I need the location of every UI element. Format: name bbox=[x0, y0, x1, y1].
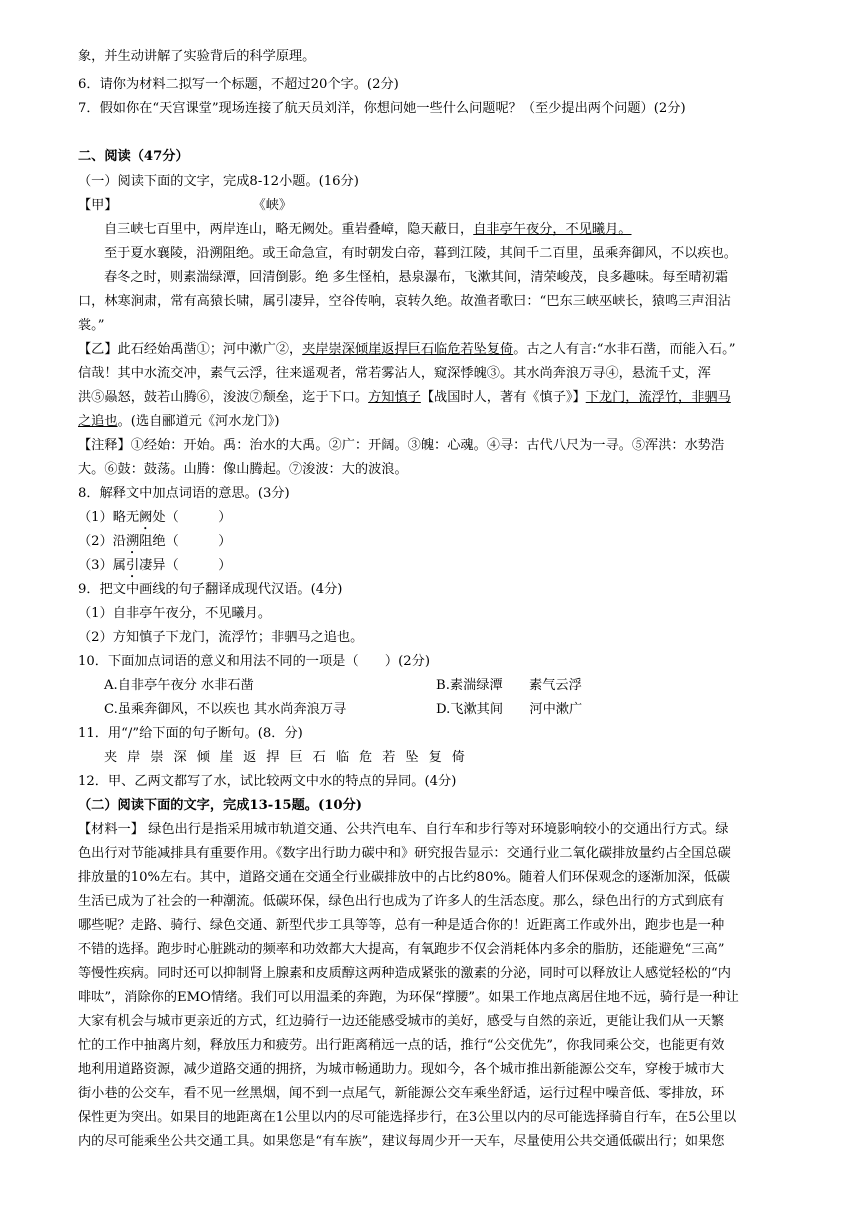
question-6: 6．请你为材料二拟写一个标题，不超过20个字。(2分) bbox=[78, 77, 399, 92]
question-8-item bbox=[78, 506, 838, 533]
underlined-sentence: 自非亭午夜分，不见曦月。 bbox=[473, 222, 632, 237]
question-10: 10．下面加点词语的意义和用法不同的一项是（ ）(2分) bbox=[78, 654, 430, 669]
jia-label: 【甲】 bbox=[78, 198, 118, 213]
part-1-instruction: （一）阅读下面的文字，完成8-12小题。(16分) bbox=[78, 174, 359, 189]
underlined-sentence: 下龙门，流浮竹，非驷马 bbox=[585, 390, 731, 405]
question-11-sentence: 夹岸崇深倾崖返捍巨石临危若坠复倚 bbox=[104, 750, 475, 765]
item-text: 阻绝（ ） bbox=[139, 534, 232, 549]
option-d: D.飞漱其间 河中漱广 bbox=[436, 702, 583, 717]
material-line: 色出行对节能减排具有重要作用。《数字出行助力碳中和》研究报告显示：交通行业二氧化碳排放量约占全国总碳 bbox=[78, 846, 731, 861]
material-line: 啡呔”，消除你的EMO情绪。我们可以用温柔的奔跑，为环保“撑腰”。如果工作地点离居住地不远，骑行是一种让 bbox=[78, 990, 739, 1005]
item-text: 处（ ） bbox=[152, 510, 232, 525]
underlined-sentence: 方知慎子 bbox=[368, 390, 421, 405]
yi-line bbox=[78, 386, 838, 410]
yi-text: 。古之人有言:“水非石凿，而能入石。” bbox=[513, 342, 736, 357]
passage-line: 裳。” bbox=[78, 318, 105, 333]
passage-line: 口，林寒涧肃，常有高猿长啸，属引凄异，空谷传响，哀转久绝。故渔者歌曰：“巴东三峡巫峡长，猿鸣三声泪沾 bbox=[78, 294, 731, 309]
underlined-sentence: 之追也 bbox=[78, 414, 118, 429]
dotted-word: 引 bbox=[125, 558, 140, 573]
yi-line bbox=[78, 338, 838, 362]
material-line: 等慢性疾病。同时还可以抑制肾上腺素和皮质醇这两种造成紧张的激素的分泌，同时可以释放让人感觉轻松的“内 bbox=[78, 966, 731, 981]
annotation-line: 大。⑥鼓：鼓荡。山腾：像山腾起。⑦浚波：大的波浪。 bbox=[78, 462, 408, 477]
material-line: 【材料一】 绿色出行是指采用城市轨道交通、公共汽电车、自行车和步行等对环境影响较小的交通出行方式。绿 bbox=[78, 822, 729, 837]
option-b: B.素湍绿潭 素气云浮 bbox=[436, 678, 582, 693]
option-a: A.自非亭午夜分 水非石凿 bbox=[104, 678, 254, 693]
section-heading: 二、阅读（47分） bbox=[78, 149, 189, 164]
yi-text: 【乙】此石经始禹凿①；河中漱广②， bbox=[78, 342, 303, 357]
question-8-item bbox=[78, 530, 838, 557]
passage-line: 至于夏水襄陵，沿溯阻绝。或王命急宣，有时朝发白帝，暮到江陵，其间千二百里，虽乘奔御风，不以疾也。 bbox=[104, 246, 737, 261]
option-c: C.虽乘奔御风，不以疾也 其水尚奔浪万寻 bbox=[104, 702, 347, 717]
material-line: 街小巷的公交车，看不见一丝黑烟，闻不到一点尾气，新能源公交车乘坐舒适，运行过程中噪音低、零排放，环 bbox=[78, 1086, 725, 1101]
question-8-item bbox=[78, 554, 838, 581]
passage-text: 自三峡七百里中，两岸连山，略无阙处。重岩叠嶂，隐天蔽日， bbox=[104, 222, 474, 237]
question-8: 8．解释文中加点词语的意思。(3分) bbox=[78, 486, 290, 501]
question-9-item: （2）方知慎子下龙门，流浮竹；非驷马之追也。 bbox=[78, 630, 364, 645]
jia-title: 《峡》 bbox=[252, 198, 293, 213]
material-line: 排放量的10%左右。其中，道路交通在交通全行业碳排放中的占比约80%。随着人们环保观念的逐渐加深，低碳 bbox=[78, 870, 731, 885]
yi-annotation: 【战国时人，著有《慎子》】 bbox=[420, 390, 586, 405]
source-citation: 。(选自郦道元《河水龙门》) bbox=[117, 414, 280, 429]
question-7: 7．假如你在“天宫课堂”现场连接了航天员刘洋，你想问她一些什么问题呢？（至少提出两个问题）(2分) bbox=[78, 101, 686, 116]
yi-text: 洪⑤赑怒，鼓若山腾⑥，浚波⑦颓垒，迄于下口。 bbox=[78, 390, 369, 405]
passage-line: 春冬之时，则素湍绿潭，回清倒影。绝 多生怪柏，悬泉瀑布，飞漱其间，清荣峻茂，良多趣味。每至晴初霜 bbox=[104, 270, 729, 285]
material-line: 地利用道路资源，减少道路交通的拥挤，为城市畅通助力。现如今，各个城市推出新能源公交车，穿梭于城市大 bbox=[78, 1062, 725, 1077]
material-line: 大家有机会与城市更亲近的方式，红边骑行一边还能感受城市的美好，感受与自然的亲近，更能让我们从一天繁 bbox=[78, 1014, 725, 1029]
passage-line bbox=[104, 218, 864, 242]
item-text: （3）属 bbox=[78, 558, 126, 573]
dotted-word: 阙 bbox=[139, 510, 153, 525]
question-9-item: （1）自非亭午夜分，不见曦月。 bbox=[78, 606, 272, 621]
question-12: 12．甲、乙两文都写了水，试比较两文中水的特点的异同。(4分) bbox=[78, 774, 457, 789]
yi-line bbox=[78, 410, 838, 434]
material-line: 忙的工作中抽离片刻，释放压力和疲劳。出行距离稍远一点的话，推行“公交优先”，你我同乘公交，也能更有效 bbox=[78, 1038, 725, 1053]
material-line: 生活已成为了社会的一种潮流。低碳环保，绿色出行也成为了许多人的生活态度。那么，绿色出行的方式到底有 bbox=[78, 894, 725, 909]
underlined-sentence: 夹岸崇深倾崖返捍巨石临危若坠复倚 bbox=[302, 342, 514, 357]
part-2-instruction: （二）阅读下面的文字，完成13-15题。(10分) bbox=[78, 798, 363, 813]
material-line: 不错的选择。跑步时心脏跳动的频率和功效都大大提高，有氧跑步不仅会消耗体内多余的脂肪，还能避免“三高” bbox=[78, 942, 725, 957]
material-line: 内的尽可能乘坐公共交通工具。如果您是“有车族”，建议每周少开一天车，尽量使用公共交通低碳出行；如果您 bbox=[78, 1134, 725, 1149]
annotation-line: 【注释】①经始：开始。禹：治水的大禹。②广：开阔。③魄：心魂。④寻：古代八尺为一寻。⑤浑洪：水势浩 bbox=[78, 438, 725, 453]
item-text: （2）沿 bbox=[78, 534, 126, 549]
material-line: 保性更为突出。如果目的地距离在1公里以内的尽可能选择步行，在3公里以内的尽可能选择骑自行车，在5公里以 bbox=[78, 1110, 737, 1125]
question-9: 9．把文中画线的句子翻译成现代汉语。(4分) bbox=[78, 582, 343, 597]
item-text: 凄异（ ） bbox=[139, 558, 232, 573]
dotted-word: 溯 bbox=[125, 534, 140, 549]
question-11: 11．用“/”给下面的句子断句。(8．分) bbox=[78, 726, 303, 741]
text-line: 象，并生动讲解了实验背后的科学原理。 bbox=[78, 49, 316, 64]
jia-heading bbox=[78, 194, 838, 218]
material-line: 哪些呢？走路、骑行、绿色交通、新型代步工具等等，总有一种是适合你的！近距离工作或外出，跑步也是一种 bbox=[78, 918, 725, 933]
item-text: （1）略无 bbox=[78, 510, 140, 525]
yi-line: 信哉！其中水流交冲，素气云浮，往来遥观者，常若雾沾人，窥深悸魄③。其水尚奔浪万寻④，悬流千丈，浑 bbox=[78, 366, 711, 381]
